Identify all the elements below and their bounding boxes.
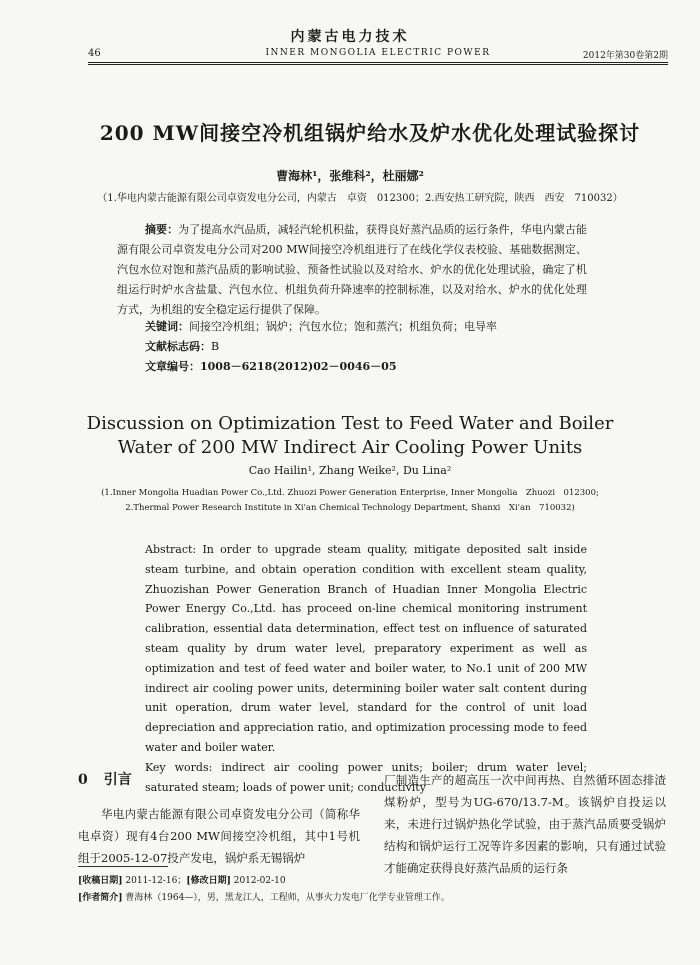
- keywords-text-cn: 间接空冷机组；锅炉；汽包水位；饱和蒸汽；机组负荷；电导率: [189, 320, 497, 333]
- affiliation-en-line-1: (1.Inner Mongolia Huadian Power Co.,Ltd. Zhuozi Power Generation Enterprise, Inner Mongolia Zhuozi 012300;: [101, 488, 599, 498]
- body-right-column: 厂制造生产的超高压一次中间再热、自然循环固态排渣煤粉炉，型号为UG-670/13.7-M。该锅炉自投运以来，未进行过锅炉热化学试验，由于蒸汽品质要受锅炉结构和锅炉运行工况等许多因素的影响，只有通过试验才能确定获得良好蒸汽品质的运行条: [384, 773, 666, 875]
- received-date-label: [收稿日期]: [78, 876, 123, 886]
- abstract-cn: [117, 220, 587, 320]
- received-date: 2011-12-16；: [125, 876, 187, 886]
- affiliation-en-line-2: 2.Thermal Power Research Institute in Xi'an Chemical Technology Department, Shanxi Xi'an 710032): [125, 503, 575, 513]
- article-number-value: 1008－6218(2012)02－0046－05: [200, 360, 397, 373]
- keywords-label-cn: 关键词：: [145, 320, 189, 333]
- document-code: [145, 338, 595, 356]
- authors-cn: 曹海林¹，张维科²，杜丽娜²: [276, 169, 424, 183]
- article-number: [145, 358, 595, 376]
- footnote-dates: [78, 874, 668, 888]
- author-bio: 曹海林（1964—），男，黑龙江人，工程师，从事火力发电厂化学专业管理工作。: [125, 893, 450, 903]
- header-rule-bottom: [88, 64, 668, 65]
- header-rule-top: [88, 62, 668, 63]
- abstract-en: [117, 540, 587, 797]
- abstract-label-en: Abstract:: [145, 543, 197, 556]
- title-cn: 200 MW间接空冷机组锅炉给水及炉水优化处理试验探讨: [99, 121, 641, 145]
- title-en: Discussion on Optimization Test to Feed Water and Boiler Water of 200 MW Indirect Air Cooling Power Units: [86, 413, 614, 458]
- section-heading: [78, 769, 132, 789]
- journal-name-en: INNER MONGOLIA ELECTRIC POWER: [265, 48, 491, 58]
- affiliation-cn: （1.华电内蒙古能源有限公司卓资发电分公司，内蒙古 卓资 012300；2.西安热工研究院，陕西 西安 710032）: [97, 193, 623, 204]
- document-code-label: 文献标志码：: [145, 340, 211, 353]
- revised-date: 2012-02-10: [233, 876, 286, 886]
- authors-en: Cao Hailin¹, Zhang Weike², Du Lina²: [248, 464, 452, 477]
- author-bio-label: [作者简介]: [78, 893, 123, 903]
- revised-date-label: [修改日期]: [186, 876, 231, 886]
- keywords-cn: [145, 318, 595, 336]
- abstract-en-paragraph: [117, 540, 587, 758]
- journal-name-cn: 内蒙古电力技术: [290, 29, 410, 45]
- issue-info: 2012年第30卷第2期: [582, 51, 668, 61]
- abstract-text-en: In order to upgrade steam quality, mitigate deposited salt inside steam turbine, and obtain operation condition with excellent steam quality, Zhuozishan Power Generation Branch of Huadian Inner Mongolia Electric Power Energy Co.,Ltd. has proceed on-line chemical monitoring instrument calibration, essential data determination, effect test on influence of saturated steam quality by drum water level, preparatory experiment as well as optimization and test of feed water and boiler water, to No.1 unit of 200 MW indirect air cooling power units, determining boiler water salt content during unit operation, drum water level, standard for the control of unit load depreciation and appreciation ratio, and optimization processing mode to feed water and boiler water.: [145, 543, 587, 754]
- section-number: 0: [78, 772, 88, 788]
- footnote-rule: [78, 866, 168, 867]
- keywords-text-en: indirect air cooling power units; boiler; drum water level; saturated steam; loads of power unit; conductivity: [145, 760, 587, 794]
- article-number-label: 文章编号：: [145, 360, 200, 373]
- section-title: 引言: [103, 772, 132, 788]
- abstract-text-cn: 为了提高水汽品质，减轻汽轮机积盐，获得良好蒸汽品质的运行条件，华电内蒙古能源有限公司卓资发电分公司对200 MW间接空冷机组进行了在线化学仪表校验、基础数据测定、汽包水位对饱和蒸汽品质的影响试验、预备性试验以及对给水、炉水的优化处理试验，确定了机组运行时炉水含盐量、汽包水位、机组负荷升降速率的控制标准，以及对给水、炉水的优化处理方式，为机组的安全稳定运行提供了保障。: [117, 223, 587, 316]
- footnote-author: [78, 891, 668, 905]
- abstract-label-cn: 摘要：: [145, 223, 179, 236]
- page-number: 46: [88, 48, 101, 59]
- affiliation-en: [60, 486, 640, 516]
- running-header: [88, 48, 668, 62]
- body-left-column: 华电内蒙古能源有限公司卓资发电分公司（简称华电卓资）现有4台200 MW间接空冷机组，其中1号机组于2005-12-07投产发电，锅炉系无锡锅炉: [78, 807, 360, 865]
- keywords-label-en: Key words:: [145, 760, 213, 774]
- document-code-value: B: [211, 340, 220, 353]
